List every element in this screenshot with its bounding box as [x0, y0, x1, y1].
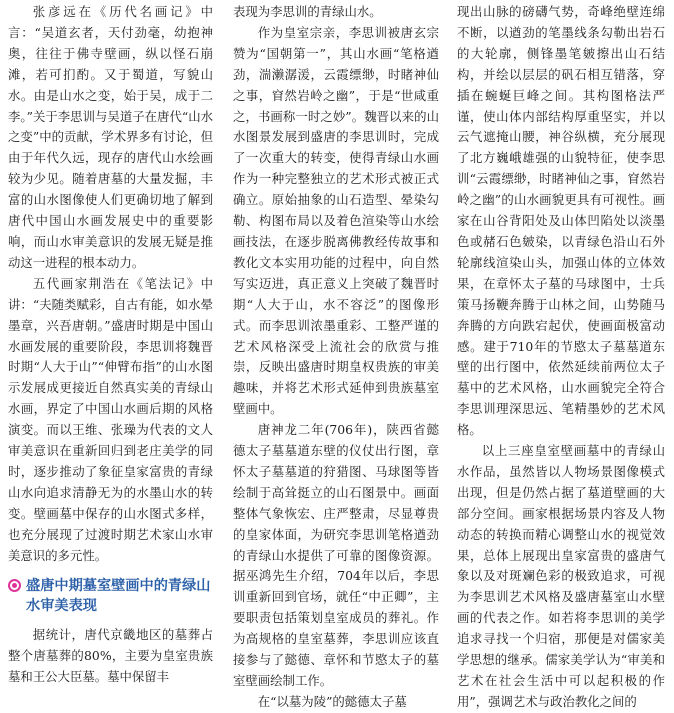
paragraph: 张彦远在《历代名画记》中言：“吴道玄者，天付劲毫，幼抱神奥，往往于佛寺壁画，纵以怪石崩滩，若可扪酌。又于蜀道，写貌山水。由是山水之变，始于吴，成于二李。”关于李思训与吴道子在唐代“山水之变”中的贡献，学术界多有讨论，但由于年代久远，现存的唐代山水绘画较为少见。随着唐墓的大量发掘，丰富的山水图像使人们更确切地了解到唐代中国山水画发展史中的重要影响，而山水审美意识的发展无疑是推动这一进程的根本动力。 — [8, 4, 213, 270]
paragraph: 五代画家荆浩在《笔法记》中讲：“夫随类赋彩，自古有能，如水晕墨章，兴吾唐朝。”盛唐时期是中国山水画发展的重要阶段，李思训将魏晋时期“人大于山”“伸臂布指”的山水图示发展成更接近自然真实美的青绿山水画，界定了中国山水画后期的风格演变。而以王维、张璪为代表的文人审美意识在重新回归到老庄美学的同时，逐步推动了象征皇家富贵的青绿山水向追求清静无为的水墨山水的转变。壁画墓中保存的山水图式多样，也充分展现了过渡时期艺术家山水审美意识的多元性。 — [8, 275, 213, 563]
bullet-circle-icon — [8, 579, 21, 592]
section-heading-text: 盛唐中期墓室壁画中的青绿山水审美表现 — [26, 578, 211, 615]
paragraph: 作为皇室宗亲，李思训被唐玄宗赞为“国朝第一”，其山水画“笔格遒劲，湍濑潺湲，云霞缥缈，时睹神仙之事，窅然岩岭之幽”，于是“世咸重之，书画称一时之妙”。魏晋以来的山水图景发展到盛唐的李思训时，完成了一次重大的转变，使得青绿山水画作为一种完整独立的艺术形式被正式确立。原始抽象的山石造型、晕染勾勒、构图布局以及着色渲染等山水绘画技法，在逐步脱离佛教经传故事和教化文本实用功能的过程中，向自然写实迈进，真正意义上突破了魏晋时期“人大于山，水不容泛”的图像形式。而李思训浓墨重彩、工整严谨的艺术风格深受上流社会的欣赏与推崇，反映出盛唐时期皇权贵族的审美趣味，并将艺术形式延伸到贵族墓室壁画中。 — [233, 24, 439, 417]
text-column-right — [457, 2, 665, 709]
text-column-middle — [233, 2, 439, 709]
text-column-left — [8, 2, 213, 685]
paragraph: 在“以墓为陵”的懿德太子墓 — [257, 693, 407, 709]
paragraph: 唐神龙二年(706年)，陕西省懿德太子墓墓道东壁的仪仗出行图，章怀太子墓墓道的狩猎图、马球图等皆绘制于高耸挺立的山石图景中。画面整体气象恢宏、庄严整肃，尽显尊贵的皇家体面，为研究李思训笔格遒劲的青绿山水提供了可靠的图像资源。据巫鸿先生介绍，704年以后，李思训重新回到官场，就任“中正卿”，主要职责包括策划皇室成员的葬礼。作为高规格的皇室墓葬，李思训应该直接参与了懿德、章怀和节愍太子的墓室壁画绘制工作。 — [233, 422, 439, 688]
section-heading — [8, 576, 213, 616]
paragraph: 据统计，唐代京畿地区的墓葬占整个唐墓葬的80%，主要为皇室贵族墓和王公大臣墓。墓中保留丰 — [8, 627, 213, 685]
paragraph: 以上三座皇室壁画墓中的青绿山水作品，虽然皆以人物场景图像模式出现，但是仍然占据了墓道壁画的大部分空间。画家根据场景内容及人物动态的转换而精心调整山水的视觉效果，总体上展现出皇家富贵的盛唐气象以及对斑斓色彩的极致追求，可视为李思训艺术风格及盛唐墓室山水壁画的代表之作。如若将李思训的美学追求寻找一个归宿，那便是对儒家美学思想的继承。儒家美学认为“审美和艺术在社会生活中可以起积极的作用”，强调艺术与政治教化之间的 — [457, 443, 665, 709]
paragraph-continuation: 表现为李思训的青绿山水。 — [233, 4, 382, 19]
paragraph-continuation: 现出山脉的磅礴气势，奇峰绝壁连绵不断，以遒劲的笔墨线条勾勒出岩石的大轮廓，侧锋墨笔皴擦出山石结构，并绘以层层的矾石相互错落，穿插在蜿蜒巨峰之间。其构图格法严谨，使山体内部结构厚重坚实，并以云气遮掩山腰，神谷纵横，充分展现了北方巍峨雄强的山貌特征，使李思训“云霞缥缈，时睹神仙之事，窅然岩岭之幽”的山水画貌更具有可视性。画家在山谷背阳处及山体凹陷处以淡墨色或赭石色皴染，以青绿色沿山石外轮廓线渲染山头，加强山体的立体效果，在章怀太子墓的马球图中，士兵策马扬鞭奔腾于山林之间，山势随马奔腾的方向跌宕起伏，使画面极富动感。建于710年的节愍太子墓墓道东壁的出行图中，依然延续前两位太子墓中的艺术风格，山水画貌完全符合李思训理深思远、笔精墨妙的艺术风格。 — [457, 4, 665, 438]
